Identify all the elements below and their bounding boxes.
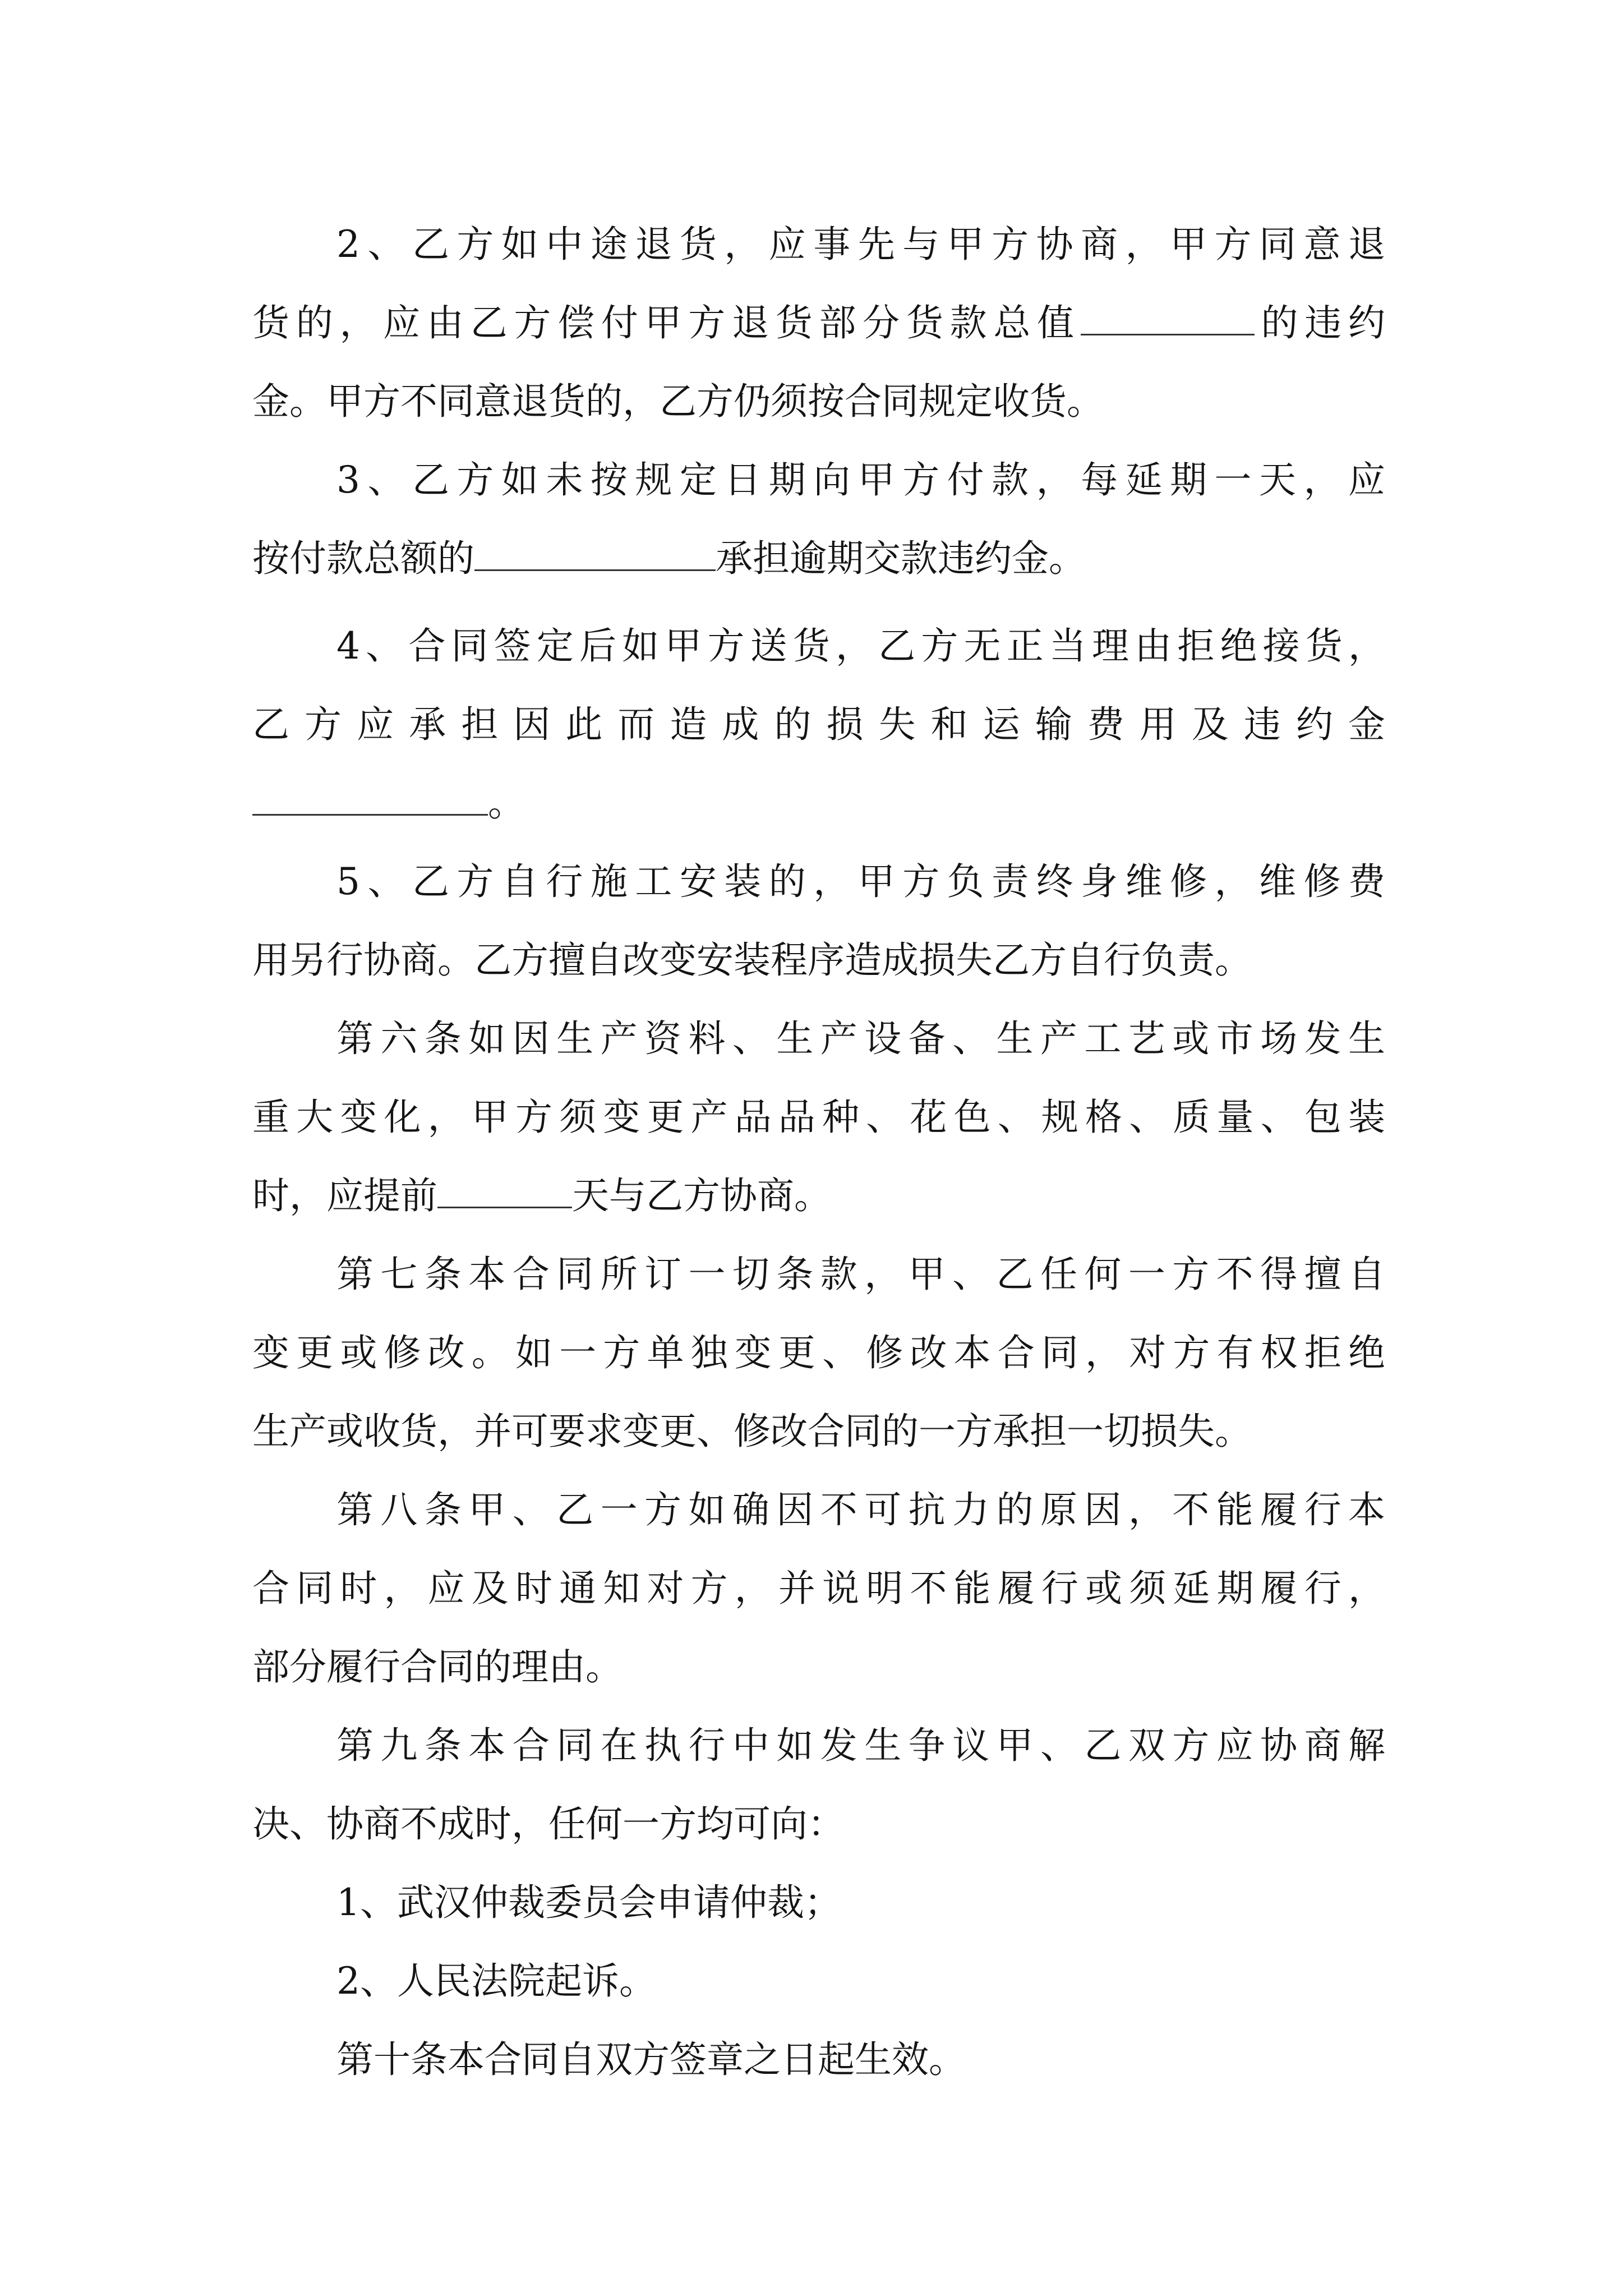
text-line: 货的，应由乙方偿付甲方退货部分货款总值 的违约	[252, 301, 1386, 344]
text-line: 用另行协商。乙方擅自改变安装程序造成损失乙方自行负责。	[252, 938, 1252, 982]
text-line: 。	[252, 764, 1385, 843]
text-line: 金。甲方不同意退货的，乙方仍须按合同规定收货。	[252, 380, 1104, 423]
fill-in-blank	[474, 538, 716, 571]
fill-in-blank	[252, 783, 488, 816]
text-line: 第十条本合同自双方签章之日起生效。	[336, 2038, 966, 2081]
fill-in-blank	[437, 1175, 572, 1208]
text-line: 1、武汉仲裁委员会申请仲裁；	[336, 1881, 841, 1924]
text-line: 决、协商不成时，任何一方均可向：	[252, 1802, 845, 1846]
text-line: 乙方应承担因此而造成的损失和运输费用及违约金	[252, 703, 1385, 746]
text-line: 合同时，应及时通知对方，并说明不能履行或须延期履行，	[252, 1567, 1385, 1610]
text-line: 2、人民法院起诉。	[336, 1959, 656, 2003]
text-line: 重大变化，甲方须变更产品品种、花色、规格、质量、包装	[252, 1096, 1385, 1139]
text-line: 按付款总额的 承担逾期交款违约金。	[252, 537, 1086, 580]
text-line: 第七条本合同所订一切条款，甲、乙任何一方不得擅自	[336, 1253, 1385, 1296]
text-line: 生产或收货，并可要求变更、修改合同的一方承担一切损失。	[252, 1410, 1252, 1453]
text-line: 5、乙方自行施工安装的，甲方负责终身维修，维修费	[336, 860, 1385, 903]
text-line: 4、合同签定后如甲方送货，乙方无正当理由拒绝接货，	[336, 624, 1385, 668]
text-line: 部分履行合同的理由。	[252, 1645, 623, 1688]
text-line: 时，应提前 天与乙方协商。	[252, 1174, 831, 1217]
fill-in-blank	[1081, 302, 1255, 335]
text-line: 第八条甲、乙一方如确因不可抗力的原因，不能履行本	[336, 1488, 1385, 1531]
text-line: 3、乙方如未按规定日期向甲方付款，每延期一天，应	[336, 458, 1385, 501]
text-line: 第九条本合同在执行中如发生争议甲、乙双方应协商解	[336, 1724, 1385, 1767]
text-line: 2、乙方如中途退货，应事先与甲方协商，甲方同意退	[336, 223, 1385, 266]
text-line: 第六条如因生产资料、生产设备、生产工艺或市场发生	[336, 1017, 1385, 1060]
text-line: 变更或修改。如一方单独变更、修改本合同，对方有权拒绝	[252, 1331, 1385, 1374]
